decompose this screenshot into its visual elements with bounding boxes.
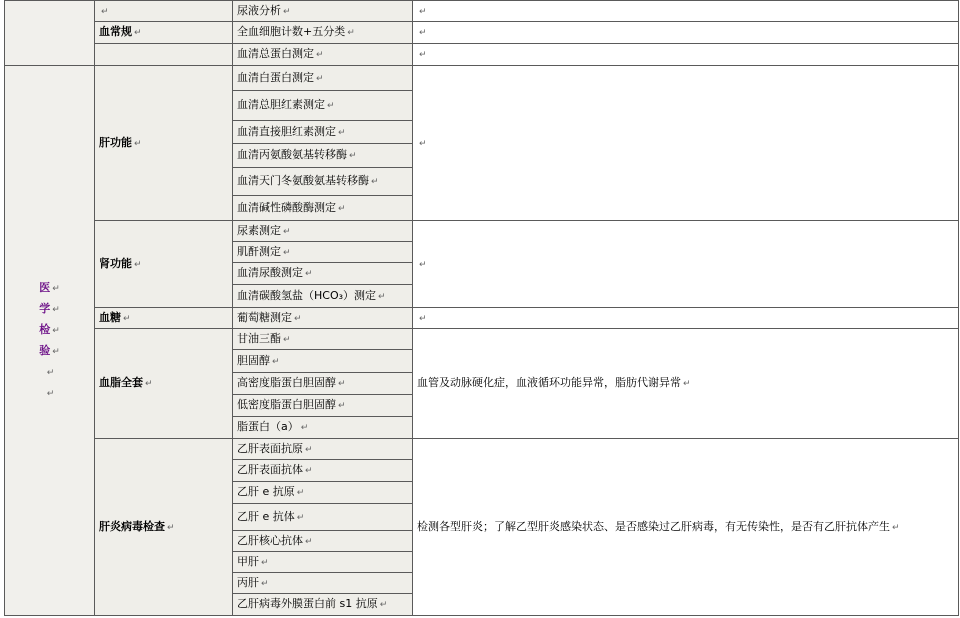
item-cell: 甘油三酯 ↵ (233, 329, 413, 350)
desc-cell: ↵ (413, 1, 959, 22)
group-cell-lipid: 血脂全套 ↵ (95, 329, 233, 439)
desc-cell-hepatitis: 检测各型肝炎；了解乙型肝炎感染状态、是否感染过乙肝病毒，有无传染性，是否有乙肝抗体产生 ↵ (413, 439, 959, 616)
item-cell: 血清总蛋白测定 ↵ (233, 44, 413, 66)
item-cell: 低密度脂蛋白胆固醇 ↵ (233, 395, 413, 417)
group-cell: 血常规 ↵ (95, 22, 233, 44)
desc-cell: ↵ (413, 22, 959, 44)
table-row (5, 329, 959, 350)
item-cell: 乙肝病毒外膜蛋白前 s1 抗原 ↵ (233, 594, 413, 616)
group-cell-kidney: 肾功能 ↵ (95, 221, 233, 308)
item-cell: 尿素测定 ↵ (233, 221, 413, 242)
item-cell: 乙肝 e 抗原 ↵ (233, 482, 413, 504)
item-cell: 血清白蛋白测定 ↵ (233, 66, 413, 91)
exam-items-table (4, 0, 959, 616)
item-cell: 高密度脂蛋白胆固醇 ↵ (233, 373, 413, 395)
desc-cell-lipid: 血管及动脉硬化症，血液循环功能异常，脂肪代谢异常 ↵ (413, 329, 959, 439)
item-cell: 血清碳酸氢盐（HCO₃）测定 ↵ (233, 285, 413, 308)
item-cell: 丙肝 ↵ (233, 573, 413, 594)
category-cell (5, 66, 95, 616)
desc-cell-liver: ↵ (413, 66, 959, 221)
table-row (5, 1, 959, 22)
table-row (5, 308, 959, 329)
table-row (5, 439, 959, 460)
item-cell: 葡萄糖测定 ↵ (233, 308, 413, 329)
group-cell (95, 44, 233, 66)
item-cell: 血清总胆红素测定 ↵ (233, 91, 413, 121)
group-cell-glucose: 血糖 ↵ (95, 308, 233, 329)
item-cell: 乙肝表面抗体 ↵ (233, 460, 413, 482)
item-cell: 血清直接胆红素测定 ↵ (233, 121, 413, 144)
table-row (5, 66, 959, 91)
item-cell: 脂蛋白（a） ↵ (233, 417, 413, 439)
group-cell: ↵ (95, 1, 233, 22)
item-cell: 血清天门冬氨酸氨基转移酶 ↵ (233, 168, 413, 196)
desc-cell-kidney: ↵ (413, 221, 959, 308)
desc-cell: ↵ (413, 44, 959, 66)
vertical-category-label: 医 ↵ 学 ↵ 检 ↵ 验 ↵ ↵ ↵ (39, 280, 60, 399)
category-cell-top (5, 1, 95, 66)
item-cell: 乙肝核心抗体 ↵ (233, 531, 413, 552)
item-cell: 乙肝 e 抗体 ↵ (233, 504, 413, 531)
item-cell: 尿液分析 ↵ (233, 1, 413, 22)
table-row (5, 44, 959, 66)
item-cell: 血清丙氨酸氨基转移酶 ↵ (233, 144, 413, 168)
item-cell: 胆固醇 ↵ (233, 350, 413, 373)
item-cell: 肌酐测定 ↵ (233, 242, 413, 263)
desc-cell: ↵ (413, 308, 959, 329)
item-cell: 血清尿酸测定 ↵ (233, 263, 413, 285)
table-row (5, 221, 959, 242)
item-cell: 血清碱性磷酸酶测定 ↵ (233, 196, 413, 221)
item-cell: 全血细胞计数+五分类 ↵ (233, 22, 413, 44)
group-cell-liver: 肝功能 ↵ (95, 66, 233, 221)
group-cell-hepatitis: 肝炎病毒检查 ↵ (95, 439, 233, 616)
item-cell: 甲肝 ↵ (233, 552, 413, 573)
item-cell: 乙肝表面抗原 ↵ (233, 439, 413, 460)
table-row (5, 22, 959, 44)
